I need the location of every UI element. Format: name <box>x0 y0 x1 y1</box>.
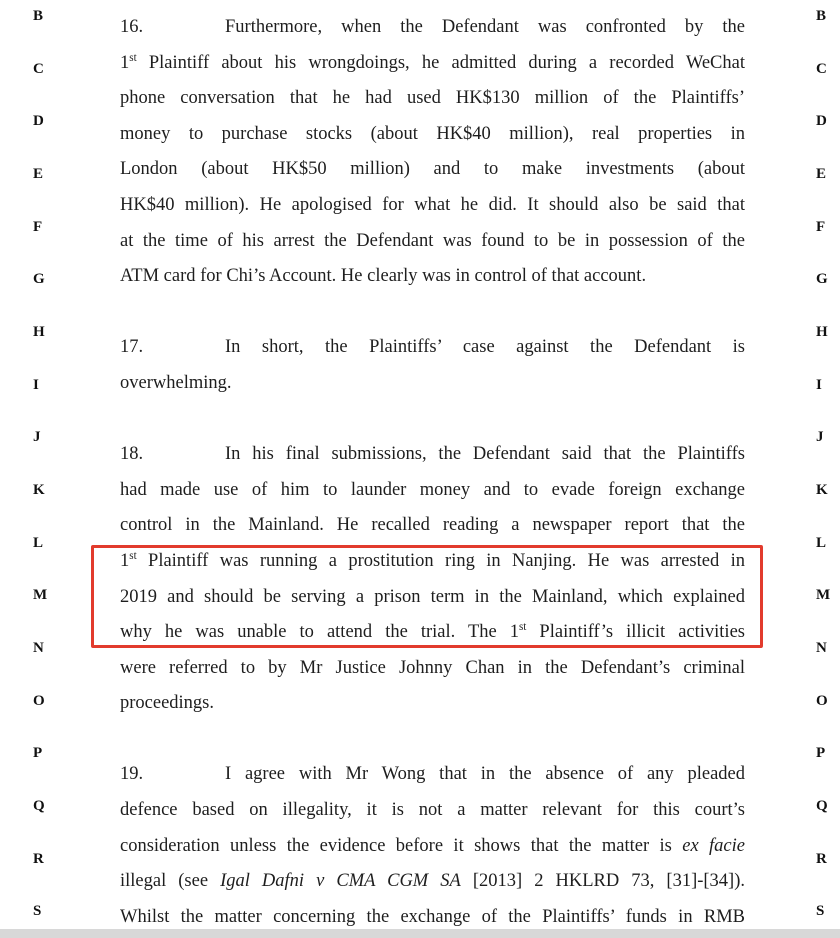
superscript-ordinal: st <box>518 620 527 633</box>
text-line <box>120 544 745 580</box>
text-run: control in the Mainland. He recalled reading a newspaper report that the <box>120 515 745 536</box>
bottom-edge-bar <box>0 929 840 938</box>
paragraph-17 <box>120 330 745 401</box>
margin-letter: D <box>33 113 44 130</box>
text-run: I agree with Mr Wong that in the absence of any pleaded <box>225 764 745 785</box>
text-run: why he was unable to attend the trial. The 1 <box>120 622 519 643</box>
margin-letter: O <box>33 692 45 709</box>
margin-letter: B <box>816 8 827 24</box>
margin-letter: E <box>33 166 44 183</box>
text-run: Whilst the matter concerning the exchange of the Plaintiffs’ funds in RMB <box>120 906 745 927</box>
text-line <box>120 224 745 260</box>
text-line <box>120 864 745 900</box>
text-run: illegal (see <box>120 871 221 892</box>
text-run: London (about HK$50 million) and to make investments (about <box>120 159 745 180</box>
margin-letter: P <box>33 745 43 762</box>
margin-letter: S <box>33 903 42 920</box>
text-run: 1 <box>120 550 130 571</box>
text-run: were referred to by Mr Justice Johnny Chan in the Defendant’s criminal <box>120 657 745 678</box>
margin-letter: K <box>816 482 828 499</box>
margin-letter: M <box>816 587 831 604</box>
text-line <box>120 686 745 722</box>
margin-letter: C <box>816 60 827 77</box>
text-run: proceedings. <box>120 693 215 714</box>
margin-letter: K <box>33 482 45 499</box>
text-line <box>120 473 745 509</box>
text-run: at the time of his arrest the Defendant was found to be in possession of the <box>120 230 745 251</box>
margin-letter: C <box>33 60 44 77</box>
margin-letter: G <box>33 271 45 288</box>
text-run: overwhelming. <box>120 372 232 393</box>
paragraph-number: 17. <box>120 337 144 358</box>
text-line <box>120 188 745 224</box>
margin-letter: Q <box>33 798 45 815</box>
text-line <box>120 580 745 616</box>
margin-letter: I <box>33 376 39 393</box>
margin-letter: J <box>33 429 41 446</box>
superscript-ordinal: st <box>129 549 137 562</box>
text-line <box>120 437 745 473</box>
text-run: Plaintiff’s illicit activities <box>526 622 745 643</box>
text-line <box>120 117 745 153</box>
superscript-ordinal: st <box>129 51 137 64</box>
margin-letter: P <box>816 745 826 762</box>
text-run: 1 <box>120 52 130 73</box>
text-run: In short, the Plaintiffs’ case against the Defendant is <box>225 337 745 358</box>
margin-letter: B <box>33 8 44 24</box>
text-line <box>120 46 745 82</box>
right-margin-letter-column <box>816 8 830 920</box>
margin-letter: F <box>33 218 43 235</box>
margin-letter: F <box>816 218 826 235</box>
margin-letter: N <box>33 640 44 657</box>
text-run: phone conversation that he had used HK$130 million of the Plaintiffs’ <box>120 88 745 109</box>
margin-letter: Q <box>816 798 828 815</box>
margin-letter: J <box>816 429 824 446</box>
text-line <box>120 615 745 651</box>
text-run: defence based on illegality, it is not a matter relevant for this court’s <box>120 800 745 821</box>
text-run: Furthermore, when the Defendant was confronted by the <box>225 17 745 37</box>
margin-letter: G <box>816 271 828 288</box>
text-line <box>120 829 745 865</box>
text-line <box>120 366 745 402</box>
left-margin-letter-column <box>33 8 47 920</box>
text-line <box>120 81 745 117</box>
paragraph-18 <box>120 437 745 722</box>
text-line <box>120 793 745 829</box>
margin-letter: I <box>816 376 822 393</box>
margin-letter: L <box>816 534 827 551</box>
paragraph-number: 18. <box>120 444 144 465</box>
margin-letter: M <box>33 587 48 604</box>
text-line <box>120 330 745 366</box>
text-run: Plaintiff about his wrongdoings, he admitted during a recorded WeChat <box>136 52 745 73</box>
text-run: 2019 and should be serving a prison term in the Mainland, which explained <box>120 586 745 607</box>
margin-letter: D <box>816 113 827 130</box>
paragraph-19 <box>120 757 745 935</box>
margin-letter: S <box>816 903 825 920</box>
text-run: [2013] 2 HKLRD 73, [31]-[34]). <box>460 871 746 892</box>
margin-letter: H <box>33 324 45 341</box>
text-run: Plaintiff was running a prostitution ring in Nanjing. He was arrested in <box>136 550 745 571</box>
text-run: had made use of him to launder money and to evade foreign exchange <box>120 479 745 500</box>
italic-citation: ex facie <box>682 835 745 856</box>
text-line <box>120 10 745 46</box>
margin-letter: N <box>816 640 827 657</box>
margin-letter: R <box>33 850 44 867</box>
margin-letter: L <box>33 534 44 551</box>
text-line <box>120 651 745 687</box>
text-run: consideration unless the evidence before it shows that the matter is <box>120 835 683 856</box>
paragraph-16 <box>120 10 745 295</box>
text-run: In his final submissions, the Defendant said that the Plaintiffs <box>225 444 745 465</box>
margin-letter: E <box>816 166 827 183</box>
text-run: money to purchase stocks (about HK$40 million), real properties in <box>120 123 745 144</box>
text-line <box>120 259 745 295</box>
margin-letter: H <box>816 324 828 341</box>
text-run: HK$40 million). He apologised for what he did. It should also be said that <box>120 194 745 215</box>
text-line <box>120 757 745 793</box>
margin-letter: O <box>816 692 828 709</box>
text-line <box>120 508 745 544</box>
text-line <box>120 152 745 188</box>
text-run: ATM card for Chi’s Account. He clearly was in control of that account. <box>120 266 647 287</box>
italic-citation: Igal Dafni v CMA CGM SA <box>220 871 461 892</box>
margin-letter: R <box>816 850 827 867</box>
paragraph-number: 16. <box>120 17 144 37</box>
paragraph-number: 19. <box>120 764 144 785</box>
judgment-text-column <box>120 10 745 935</box>
